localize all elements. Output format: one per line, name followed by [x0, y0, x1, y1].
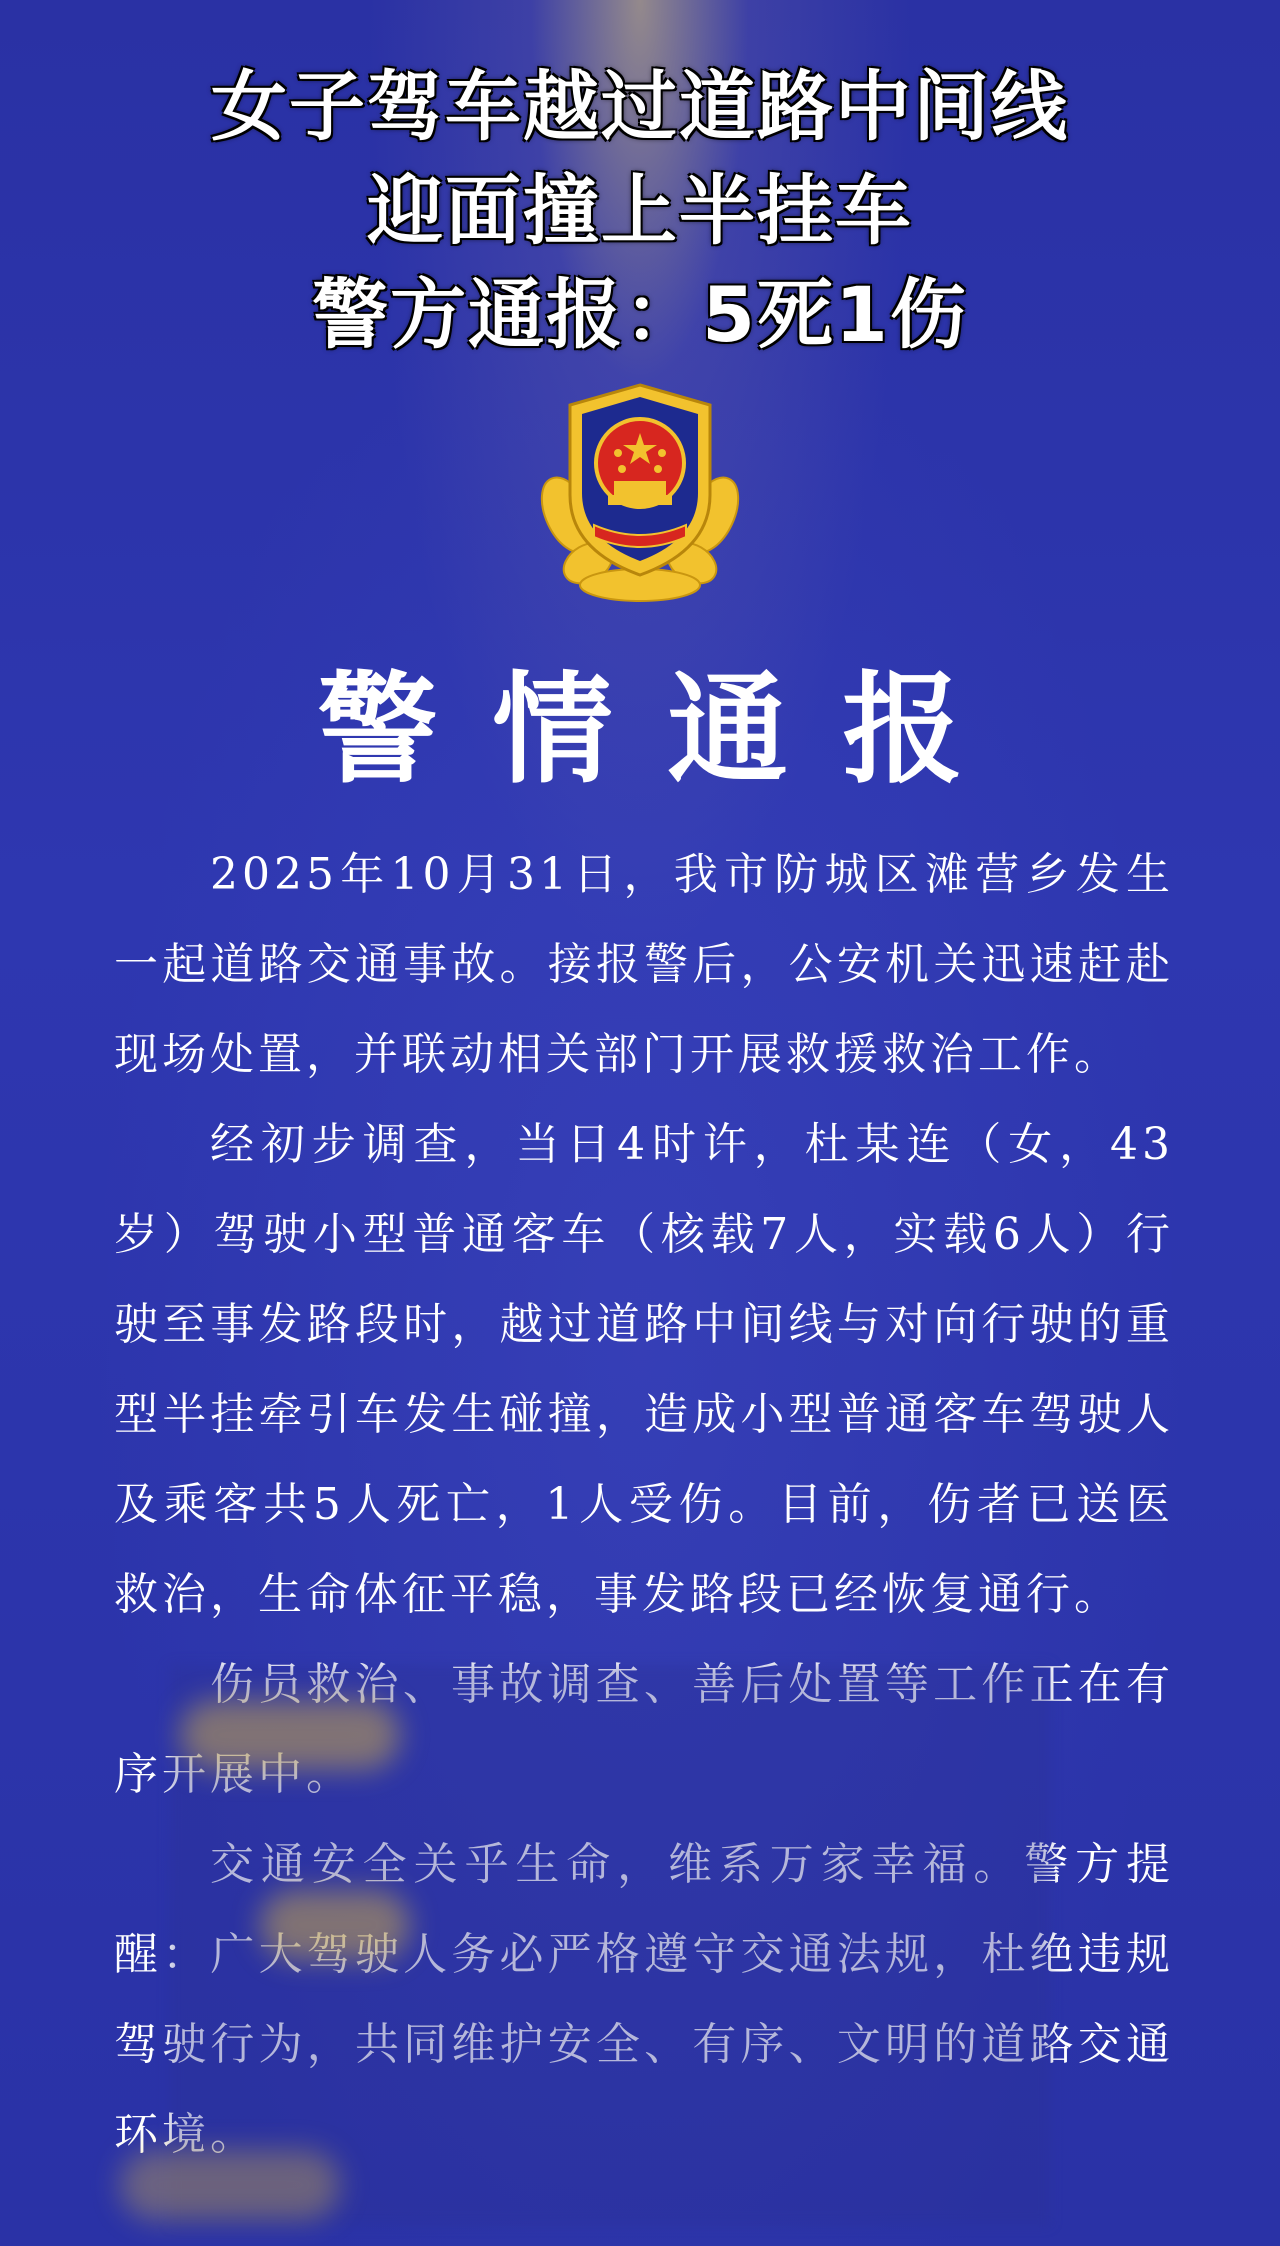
notice-paragraph: 2025年10月31日，我市防城区滩营乡发生一起道路交通事故。接报警后，公安机关迅速赶赴现场处置，并联动相关部门开展救援救治工作。: [114, 849, 1174, 1080]
headline: [0, 55, 1280, 367]
headline-line-3: 警方通报：5死1伤: [312, 270, 968, 359]
blur-spot: [120, 2150, 340, 2220]
blur-spot: [180, 1700, 400, 1770]
notice-paragraph: 经初步调查，当日4时许，杜某连（女，43岁）驾驶小型普通客车（核载7人，实载6人）行驶至事发路段时，越过道路中间线与对向行驶的重型半挂牵引车发生碰撞，造成小型普通客车驾驶人及乘客共5人死亡，1人受伤。目前，伤者已送医救治，生命体征平稳，事发路段已经恢复通行。: [114, 1119, 1174, 1620]
headline-line-2: 迎面撞上半挂车: [367, 166, 913, 255]
notice-paragraph: 伤员救治、事故调查、善后处置等工作正在有序开展中。: [114, 1659, 1174, 1800]
notice-title: 警情通报: [317, 659, 1018, 800]
blur-spot: [260, 1890, 410, 1960]
notice-paragraph: 交通安全关乎生命，维系万家幸福。警方提醒：广大驾驶人务必严格遵守交通法规，杜绝违规驾驶行为，共同维护安全、有序、文明的道路交通环境。: [114, 1839, 1174, 2160]
headline-line-1: 女子驾车越过道路中间线: [211, 62, 1069, 151]
police-badge-icon: [530, 375, 750, 605]
